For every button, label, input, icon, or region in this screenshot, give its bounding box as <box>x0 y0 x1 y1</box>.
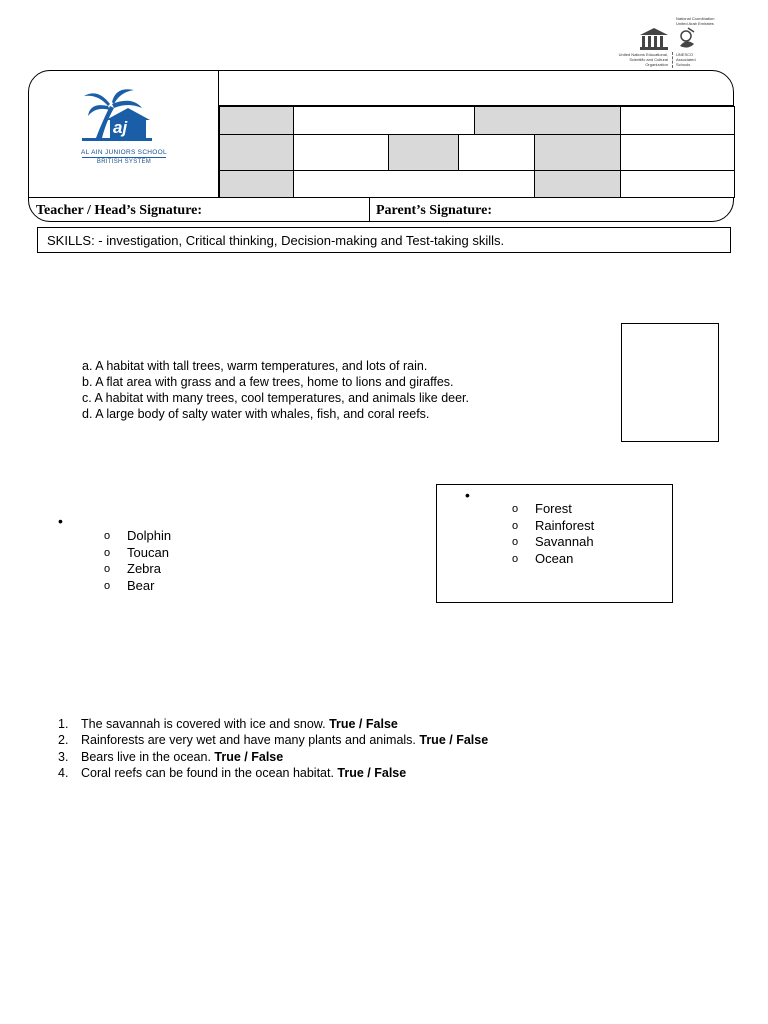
list-marker: o <box>512 552 519 565</box>
description-item: c. A habitat with many trees, cool temperatures, and animals like deer. <box>82 391 470 405</box>
list-marker: o <box>104 579 111 592</box>
school-name-rule <box>82 157 166 158</box>
signature-row-line <box>28 197 734 198</box>
school-logo-palm-house-icon <box>80 86 154 148</box>
list-marker: o <box>104 530 111 542</box>
list-marker: o <box>512 536 519 548</box>
answer-box[interactable] <box>621 323 719 442</box>
animals-list <box>104 528 224 598</box>
list-marker: o <box>512 503 519 515</box>
habitat-descriptions <box>82 358 469 422</box>
unesco-divider <box>672 52 674 68</box>
header-label-cell <box>534 134 621 171</box>
true-false-choice[interactable]: True / False <box>337 765 407 780</box>
unesco-top-text: National Coordination United Arab Emirates <box>676 16 715 26</box>
animal-item: Dolphin <box>127 528 172 543</box>
item-number: 2. <box>58 733 69 748</box>
bullet-point: • <box>58 513 63 529</box>
list-marker: o <box>104 563 111 575</box>
header-label-cell <box>219 134 294 171</box>
item-number: 4. <box>58 765 69 780</box>
header-label-cell <box>219 106 294 135</box>
associated-schools-emblem-icon <box>676 26 698 52</box>
item-number: 3. <box>58 749 69 764</box>
header-label-cell <box>388 134 459 171</box>
habitat-item: Ocean <box>535 550 574 566</box>
header-value-cell[interactable] <box>293 134 389 171</box>
statement-text: The savannah is covered with ice and snow. <box>81 717 330 731</box>
description-item: d. A large body of salty water with whales, fish, and coral reefs. <box>82 407 430 421</box>
description-item: b. A flat area with grass and a few trees, home to lions and giraffes. <box>82 375 454 389</box>
item-number: 1. <box>58 717 69 731</box>
statement-text: Rainforests are very wet and have many plants and animals. <box>81 733 420 748</box>
list-marker: o <box>512 519 519 532</box>
header-value-cell[interactable] <box>620 134 735 171</box>
bullet-point: • <box>465 487 470 503</box>
school-name: AL AIN JUNIORS SCHOOL <box>81 149 167 156</box>
header-value-cell[interactable] <box>293 106 475 135</box>
animal-item: Toucan <box>127 544 169 560</box>
list-marker: o <box>104 546 111 559</box>
header-label-cell <box>474 106 621 135</box>
header-label-cell <box>219 170 294 198</box>
header-value-cell[interactable] <box>458 134 535 171</box>
unesco-temple-icon <box>638 26 670 52</box>
signature-divider <box>369 197 370 222</box>
habitat-item: Savannah <box>535 534 594 549</box>
header-value-cell[interactable] <box>620 170 735 198</box>
header-label-cell <box>534 170 621 198</box>
true-false-choice[interactable]: True / False <box>214 749 284 764</box>
description-item: a. A habitat with tall trees, warm temperatures, and lots of rain. <box>82 359 428 373</box>
teacher-signature-label: Teacher / Head’s Signature: <box>36 203 203 218</box>
statement-text: Bears live in the ocean. <box>81 749 215 764</box>
unesco-right-text: UNESCO Associated Schools <box>676 52 696 67</box>
unesco-left-text: United Nations Educational, Scientific and Cultural Organization <box>618 52 668 67</box>
skills-text: SKILLS: - investigation, Critical thinking, Decision-making and Test-taking skills. <box>47 233 505 248</box>
parent-signature-label: Parent’s Signature: <box>376 203 493 218</box>
header-value-cell[interactable] <box>620 106 735 135</box>
habitat-item: Rainforest <box>535 517 595 533</box>
unesco-logo <box>616 14 726 70</box>
school-subtitle: BRITISH SYSTEM <box>96 159 152 165</box>
habitat-item: Forest <box>535 501 572 516</box>
animal-item: Bear <box>127 577 155 593</box>
statement-text: Coral reefs can be found in the ocean habitat. <box>81 765 338 780</box>
true-false-choice[interactable]: True / False <box>329 717 398 731</box>
habitats-list <box>512 501 632 571</box>
skills-box <box>37 227 731 253</box>
school-logo-letters: aj <box>113 118 128 137</box>
header-value-cell[interactable] <box>293 170 535 198</box>
animal-item: Zebra <box>127 561 161 576</box>
true-false-choice[interactable]: True / False <box>419 733 489 748</box>
